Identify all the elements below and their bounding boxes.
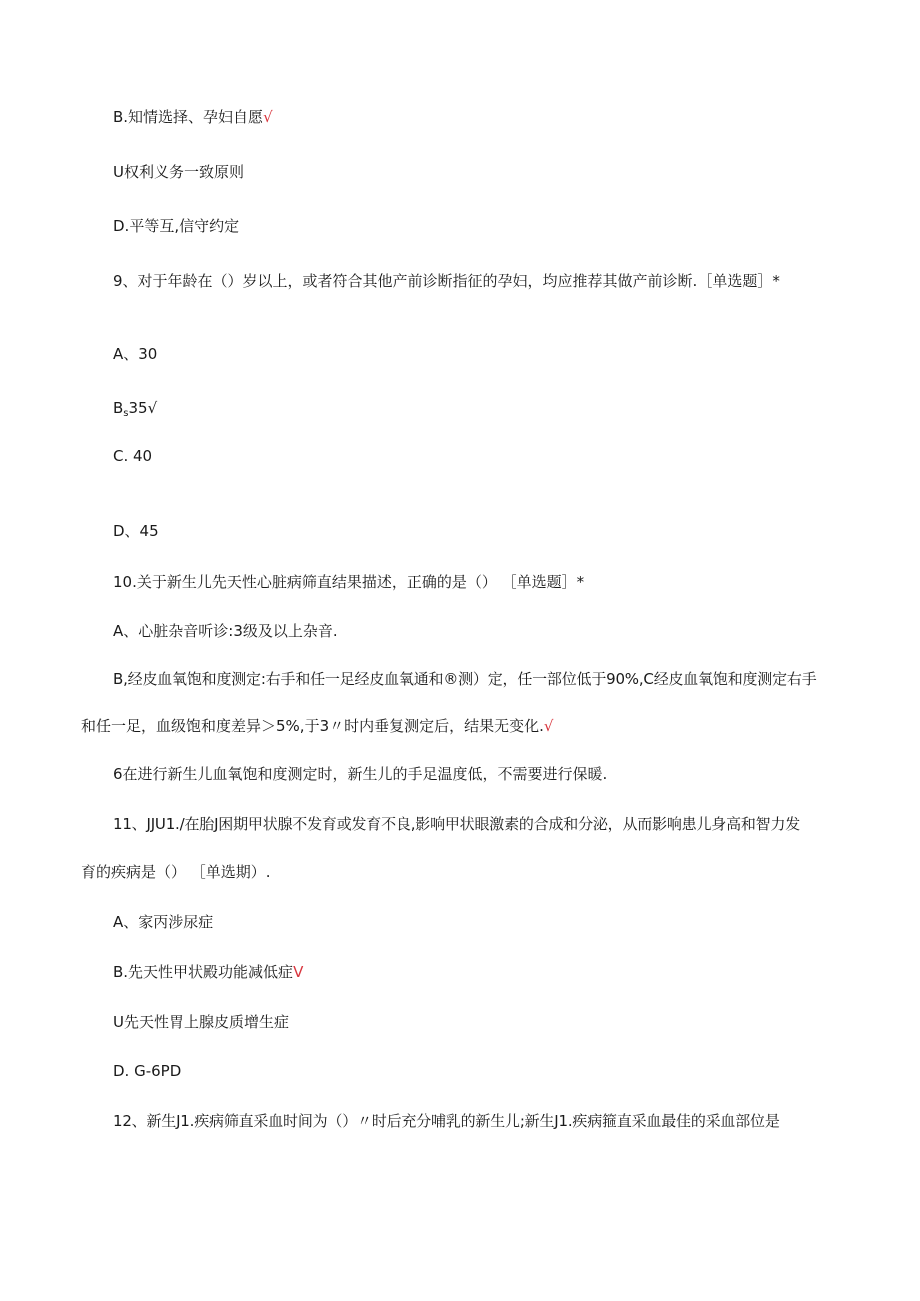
q10-option-d: 6在进行新生儿血氧饱和度测定时，新生儿的手足温度低，不需要进行保暖.	[113, 765, 608, 783]
q11-option-c: U先天性胃上腺皮质增生症	[113, 1013, 289, 1031]
q9-option-b	[113, 398, 157, 424]
option-c-line: U权利义务一致原则	[113, 163, 244, 181]
question-9: 9、对于年龄在（）岁以上，或者符合其他产前诊断指征的孕妇，均应推荐其做产前诊断.［单选题］*	[113, 272, 780, 290]
option-text: B.先天性甲状殿功能减低症	[113, 963, 294, 981]
question-10: 10.关于新生儿先天性心脏病筛直结果描述，正确的是（） ［单选题］*	[113, 573, 585, 591]
q10-option-a: A、心脏杂音听诊:3级及以上杂音.	[113, 622, 338, 640]
question-11-cont: 育的疾病是（） ［单选期）.	[81, 863, 271, 881]
q9-option-d: D、45	[113, 522, 159, 540]
q9-option-a: A、30	[113, 345, 158, 363]
option-text: 和任一足，血级饱和度差异＞5%,于3〃时内垂复测定后，结果无变化.	[81, 717, 544, 735]
option-b-line	[113, 107, 273, 127]
check-mark-icon: √	[543, 717, 554, 735]
q10-option-b: B,经皮血氧饱和度测定:右手和任一足经皮血氧通和®测）定，任一部位低于90%,C经皮血氧饱和度测定右手	[113, 670, 817, 688]
q10-option-b-cont	[81, 716, 553, 736]
q11-option-d: D. G-6PD	[113, 1062, 182, 1080]
q11-option-b	[113, 962, 303, 982]
option-letter: B	[113, 399, 124, 417]
option-text: 35√	[128, 399, 158, 417]
check-mark-icon: √	[263, 108, 273, 126]
option-text: B.知情选择、孕妇自愿	[113, 108, 264, 126]
q9-option-c: C. 40	[113, 447, 153, 465]
question-12: 12、新生J1.疾病筛直采血时间为（）〃时后充分哺乳的新生儿;新生J1.疾病箍直采血最佳的采血部位是	[113, 1112, 780, 1130]
option-d-line: D.平等互,信守约定	[113, 217, 240, 235]
subscript-char: s	[123, 408, 129, 419]
q11-option-a: A、家丙涉尿症	[113, 913, 214, 931]
check-mark-icon: V	[293, 963, 304, 981]
question-11: 11、JJU1./在胎J困期甲状腺不发育或发育不良,影响甲状眼激素的合成和分泌，从而影响患儿身高和智力发	[113, 815, 801, 833]
